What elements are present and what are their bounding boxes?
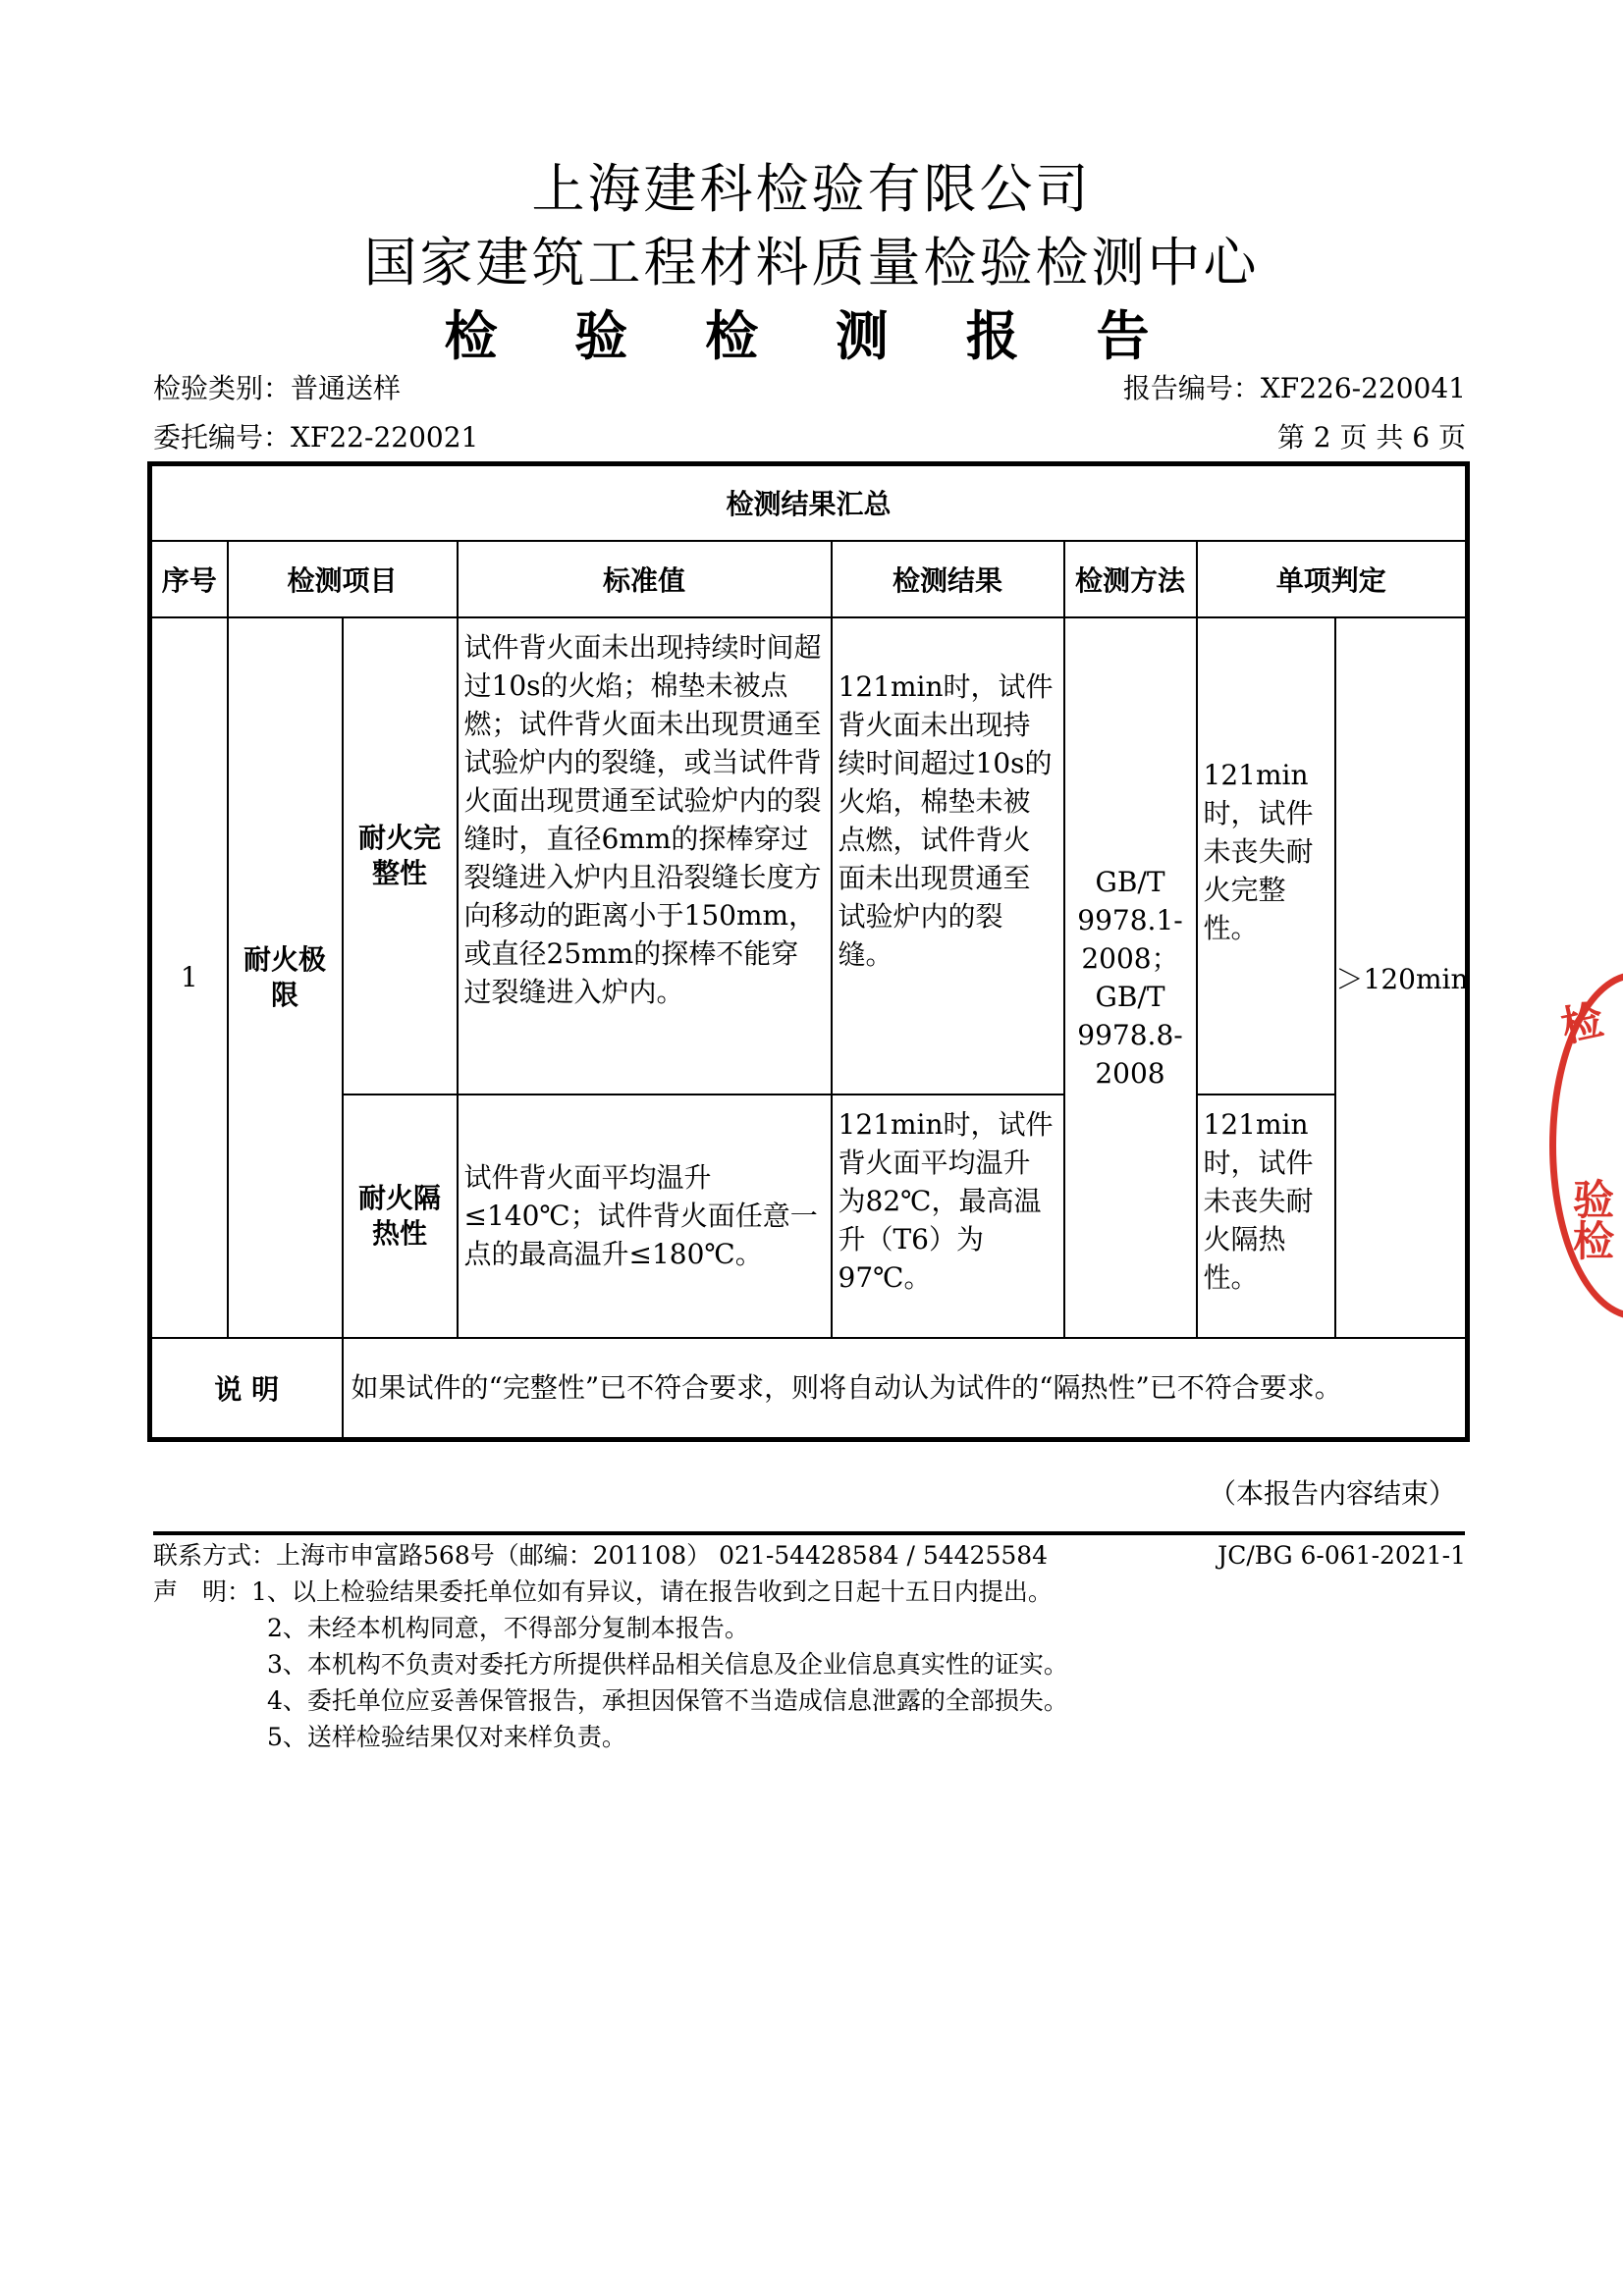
test-item: 耐火极限 xyxy=(228,617,343,1338)
inspection-type: 检验类别：普通送样 xyxy=(153,372,402,404)
judgement-integrity: 121min时，试件未丧失耐火完整性。 xyxy=(1197,617,1335,1095)
subitem-integrity: 耐火完整性 xyxy=(343,617,458,1095)
company-name: 上海建科检验有限公司 xyxy=(531,158,1092,220)
page-info: 第 2 页 共 6 页 xyxy=(1276,421,1466,454)
col-header-result: 检测结果 xyxy=(832,541,1064,617)
col-header-standard: 标准值 xyxy=(458,541,832,617)
report-number: 报告编号：XF226-220041 xyxy=(1122,372,1466,404)
form-code: JC/BG 6-061-2021-1 xyxy=(1217,1541,1466,1570)
table-caption: 检测结果汇总 xyxy=(150,464,1468,541)
report-end: （本报告内容结束） xyxy=(1208,1477,1456,1510)
col-header-no: 序号 xyxy=(150,541,228,617)
footer-divider xyxy=(153,1531,1465,1535)
col-header-item: 检测项目 xyxy=(228,541,458,617)
result-insulation: 121min时，试件背火面平均温升为82℃，最高温升（T6）为97℃。 xyxy=(832,1095,1064,1338)
note-text: 如果试件的“完整性”已不符合要求，则将自动认为试件的“隔热性”已不符合要求。 xyxy=(343,1338,1468,1440)
result-integrity: 121min时，试件背火面未出现持续时间超过10s的火焰，棉垫未被点燃，试件背火面未出现贯通至试验炉内的裂缝。 xyxy=(832,617,1064,1095)
test-method: GB/T 9978.1-2008；GB/T 9978.8-2008 xyxy=(1064,617,1197,1338)
standard-integrity: 试件背火面未出现持续时间超过10s的火焰；棉垫未被点燃；试件背火面未出现贯通至试验炉内的裂缝，或当试件背火面出现贯通至试验炉内的裂缝时，直径6mm的探棒穿过裂缝进入炉内且沿裂缝长度方向移动的距离小于150mm，或直径25mm的探棒不能穿过裂缝进入炉内。 xyxy=(458,617,832,1095)
contact-info: 联系方式：上海市申富路568号（邮编：201108） 021-54428584 / 54425584 xyxy=(153,1541,1049,1570)
row-number: 1 xyxy=(150,617,228,1338)
seal-text-top: 检 xyxy=(1556,995,1608,1051)
statement-4: 4、委托单位应妥善保管报告，承担因保管不当造成信息泄露的全部损失。 xyxy=(267,1686,1068,1715)
seal-text-bottom: 验检 xyxy=(1567,1178,1615,1260)
entrust-number: 委托编号：XF22-220021 xyxy=(153,421,479,454)
statement-2: 2、未经本机构同意，不得部分复制本报告。 xyxy=(267,1614,749,1642)
overall-judgement: ＞120min xyxy=(1335,617,1468,1338)
subitem-insulation: 耐火隔热性 xyxy=(343,1095,458,1338)
statement-5: 5、送样检验结果仅对来样负责。 xyxy=(267,1723,626,1751)
statement-1: 声 明：1、以上检验结果委托单位如有异议，请在报告收到之日起十五日内提出。 xyxy=(153,1577,1053,1606)
standard-insulation: 试件背火面平均温升≤140℃；试件背火面任意一点的最高温升≤180℃。 xyxy=(458,1095,832,1338)
note-label: 说 明 xyxy=(150,1338,343,1440)
judgement-insulation: 121min时，试件未丧失耐火隔热性。 xyxy=(1197,1095,1335,1338)
col-header-method: 检测方法 xyxy=(1064,541,1197,617)
statement-3: 3、本机构不负责对委托方所提供样品相关信息及企业信息真实性的证实。 xyxy=(267,1650,1068,1679)
results-table xyxy=(147,461,1470,1442)
col-header-judgement: 单项判定 xyxy=(1197,541,1468,617)
report-title: 检 验 检 测 报 告 xyxy=(444,305,1179,367)
center-name: 国家建筑工程材料质量检验检测中心 xyxy=(363,232,1260,294)
